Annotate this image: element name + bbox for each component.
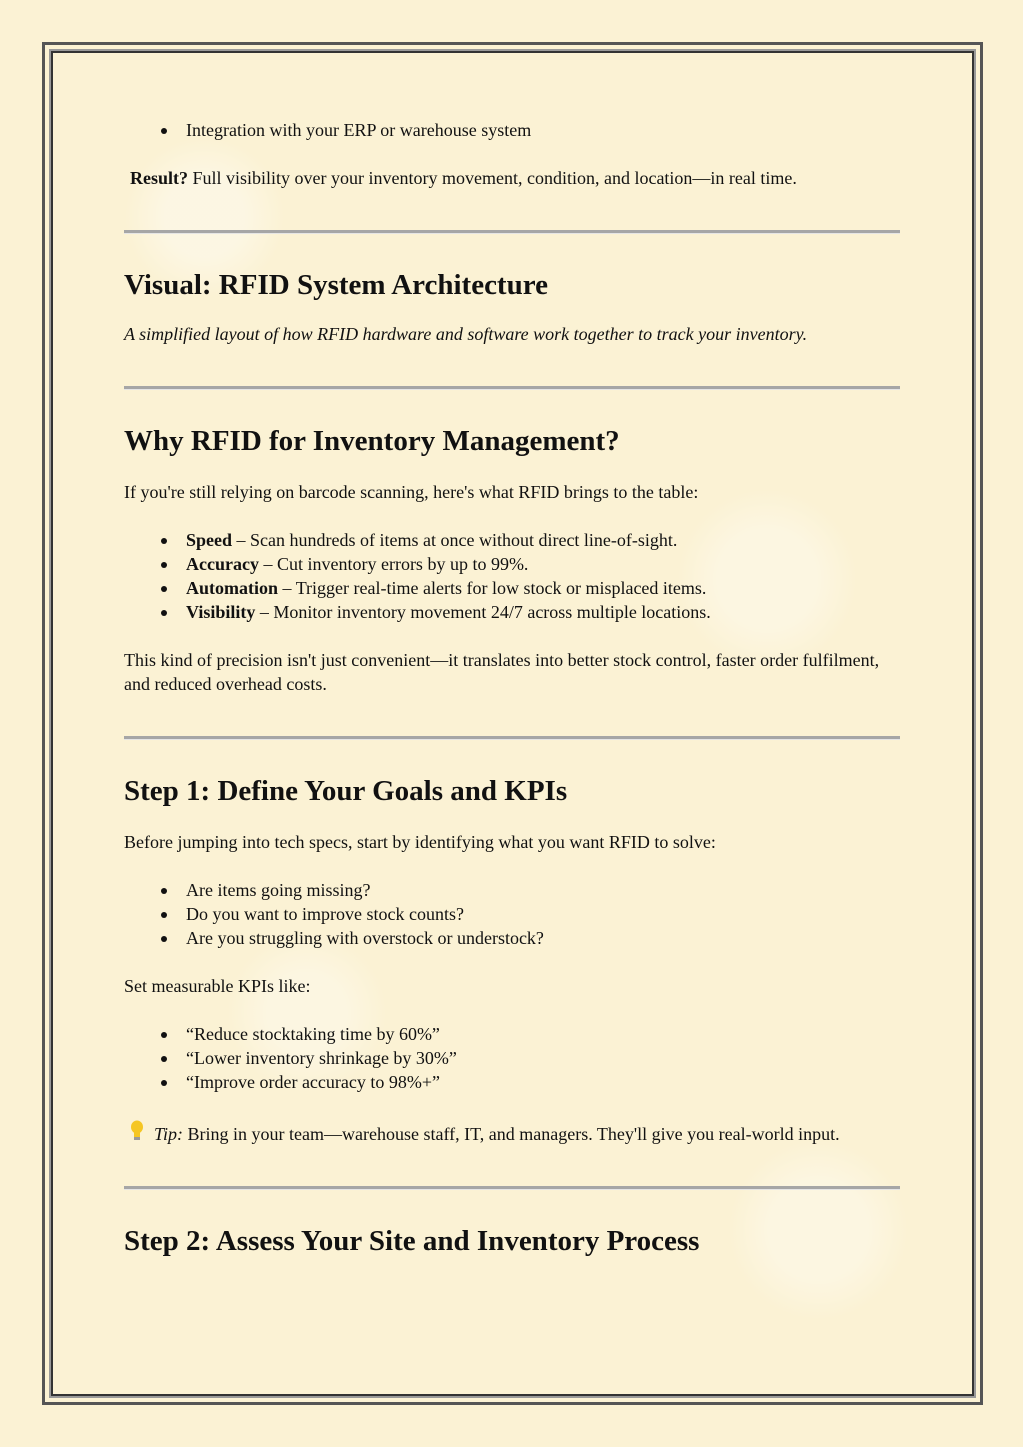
tip-paragraph — [124, 1120, 900, 1146]
result-text: Full visibility over your inventory movement, condition, and location—in real time. — [188, 168, 797, 188]
benefits-list — [124, 528, 900, 624]
tip-label: Tip: — [154, 1124, 184, 1144]
section-divider — [124, 1186, 900, 1190]
document-content — [124, 118, 900, 1258]
step1-intro: Before jumping into tech specs, start by identifying what you want RFID to solve: — [124, 832, 716, 852]
benefit-term: Accuracy — [186, 554, 259, 574]
tip-text: Bring in your team—warehouse staff, IT, and managers. They'll give you real-world input. — [183, 1124, 840, 1144]
list-item: “Improve order accuracy to 98%+” — [186, 1070, 900, 1094]
list-item — [186, 600, 900, 624]
heading-step-1: Step 1: Define Your Goals and KPIs — [124, 775, 568, 807]
list-item — [186, 528, 900, 552]
architecture-caption: A simplified layout of how RFID hardware and software work together to track your inventory. — [124, 324, 808, 344]
section-divider — [124, 386, 900, 390]
section-divider — [124, 230, 900, 234]
why-intro: If you're still relying on barcode scanning, here's what RFID brings to the table: — [124, 482, 699, 502]
benefit-desc: – Trigger real-time alerts for low stock or misplaced items. — [278, 578, 707, 598]
list-item: “Lower inventory shrinkage by 30%” — [186, 1046, 900, 1070]
list-item: Integration with your ERP or warehouse system — [186, 118, 900, 142]
benefit-term: Visibility — [186, 602, 256, 622]
heading-step-2: Step 2: Assess Your Site and Inventory Process — [124, 1225, 700, 1257]
list-item: Do you want to improve stock counts? — [186, 902, 900, 926]
result-paragraph — [124, 166, 900, 190]
heading-visual-architecture: Visual: RFID System Architecture — [124, 269, 548, 301]
benefit-desc: – Scan hundreds of items at once without direct line-of-sight. — [232, 530, 678, 550]
integration-list — [124, 118, 900, 142]
list-item — [186, 576, 900, 600]
benefit-term: Automation — [186, 578, 279, 598]
benefit-desc: – Cut inventory errors by up to 99%. — [258, 554, 529, 574]
list-item: “Reduce stocktaking time by 60%” — [186, 1022, 900, 1046]
list-item: Are items going missing? — [186, 878, 900, 902]
heading-why-rfid: Why RFID for Inventory Management? — [124, 425, 620, 457]
section-divider — [124, 736, 900, 740]
why-conclusion: This kind of precision isn't just convenient—it translates into better stock control, faster order fulfilment, and reduced overhead costs. — [124, 650, 880, 694]
list-item — [186, 552, 900, 576]
benefit-desc: – Monitor inventory movement 24/7 across multiple locations. — [255, 602, 711, 622]
kpi-intro: Set measurable KPIs like: — [124, 976, 311, 996]
questions-list — [124, 878, 900, 950]
lightbulb-icon — [130, 1120, 144, 1142]
result-label: Result? — [130, 168, 188, 188]
benefit-term: Speed — [186, 530, 233, 550]
kpi-list — [124, 1022, 900, 1094]
list-item: Are you struggling with overstock or understock? — [186, 926, 900, 950]
